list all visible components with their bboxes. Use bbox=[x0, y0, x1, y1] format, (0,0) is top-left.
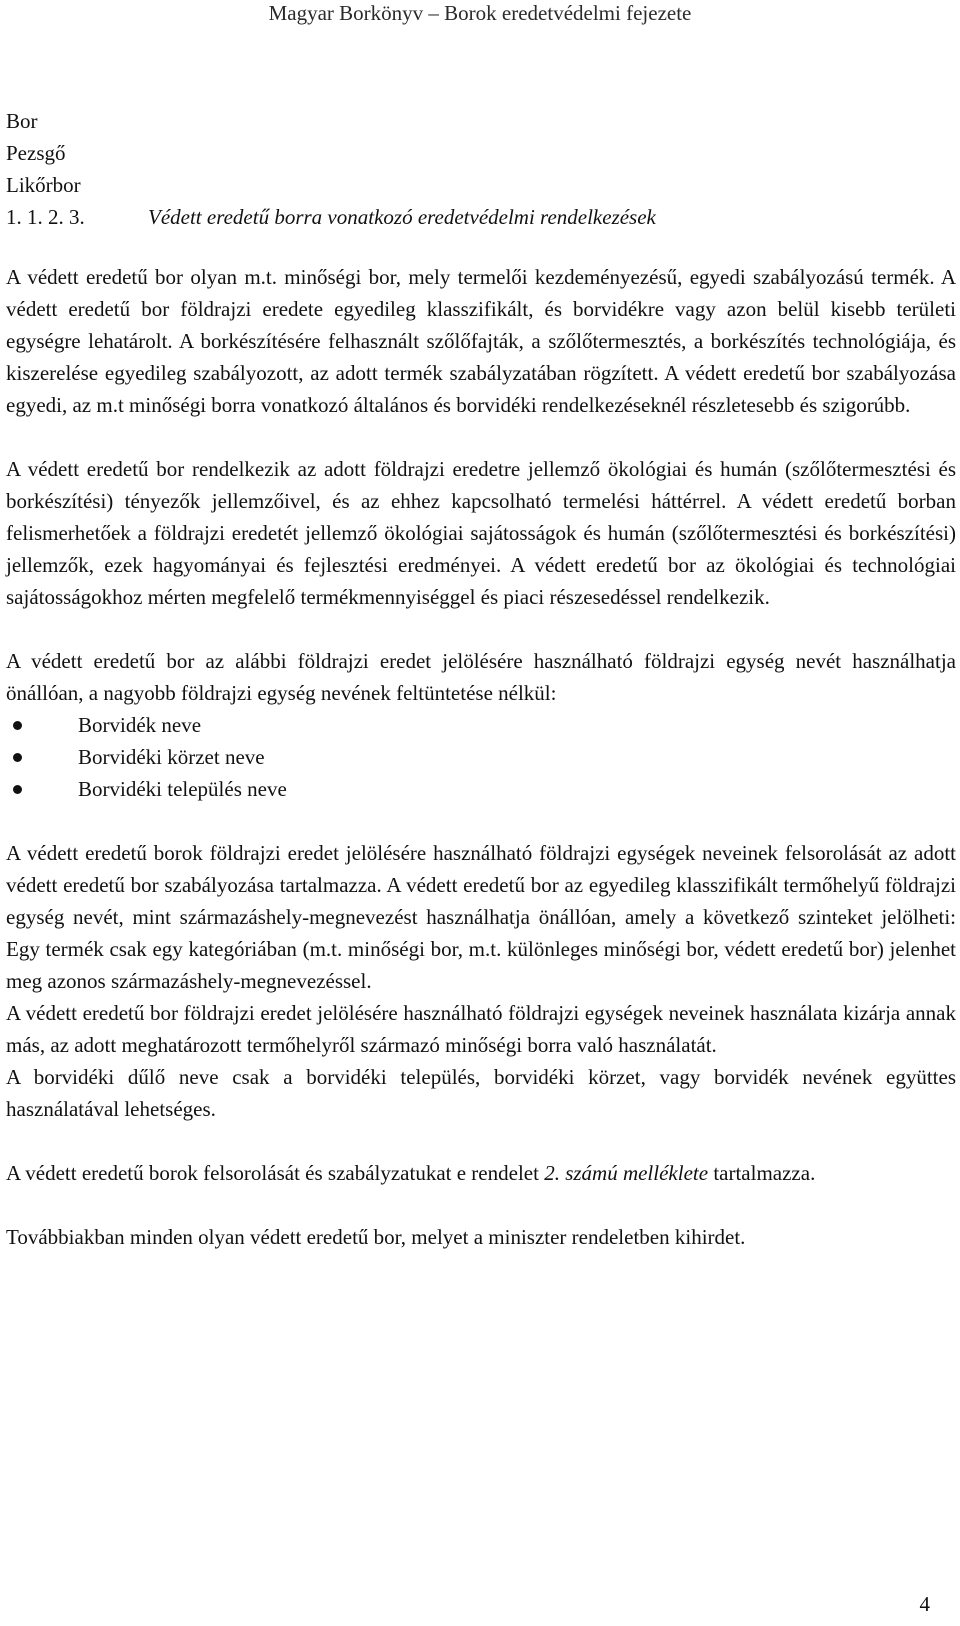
paragraph-geographic-units: A védett eredetű bor az alábbi földrajzi eredet jelölésére használható földrajzi egység nevét használhatja önállóan, a nagyobb földrajzi egység nevének feltüntetése nélkül: bbox=[6, 649, 956, 705]
paragraph-characteristics: A védett eredetű bor rendelkezik az adott földrajzi eredetre jellemző ökológiai és humán (szőlőtermesztési és borkészítési) tényezők jellemzőivel, és az ehhez kapcsolható termelési háttérrel. A védett eredetű borban felismerhetőek a földrajzi eredetét jellemző ökológiai sajátosságok és humán (szőlőtermesztési és borkészítési) jellemzők, ezek hagyományai és fejlesztési eredményei. A védett eredetű bor az ökológiai és technológiai sajátosságokhoz mérten megfelelő termékmennyiséggel és piaci részesedéssel rendelkezik. bbox=[6, 457, 956, 609]
bullet-icon bbox=[13, 785, 22, 794]
list-item: Borvidéki település neve bbox=[6, 773, 956, 805]
document-body bbox=[6, 105, 956, 1253]
paragraph-closing: Továbbiakban minden olyan védett eredetű bor, melyet a miniszter rendeletben kihirdet. bbox=[6, 1225, 746, 1249]
list-item: Borvidék neve bbox=[6, 709, 956, 741]
category-item: Likőrbor bbox=[6, 173, 81, 197]
page-number: 4 bbox=[919, 1592, 930, 1616]
bullet-icon bbox=[13, 753, 22, 762]
running-header: Magyar Borkönyv – Borok eredetvédelmi fejezete bbox=[268, 1, 692, 25]
category-item: Bor bbox=[6, 109, 38, 133]
section-title: Védett eredetű borra vonatkozó eredetvédelmi rendelkezések bbox=[148, 205, 656, 229]
category-item: Pezsgő bbox=[6, 141, 66, 165]
geographic-unit-list bbox=[6, 709, 956, 805]
annex-reference: 2. számú melléklete bbox=[544, 1161, 709, 1185]
section-number: 1. 1. 2. 3. bbox=[6, 205, 85, 229]
paragraph-exclusivity: A védett eredetű bor földrajzi eredet jelölésére használható földrajzi egységek neveinek használata kizárja annak más, az adott meghatározott termőhelyről származó minőségi borra való használatát. bbox=[6, 1001, 956, 1057]
list-item: Borvidéki körzet neve bbox=[6, 741, 956, 773]
section-heading bbox=[6, 201, 956, 233]
category-list bbox=[6, 105, 956, 201]
paragraph-definition: A védett eredetű bor olyan m.t. minőségi bor, mely termelői kezdeményezésű, egyedi szabályozású termék. A védett eredetű bor földrajzi eredete egyedileg klasszifikált, és borvidékre vagy azon belül kisebb területi egységre lehatárolt. A borkészítésére felhasznált szőlőfajták, a szőlőtermesztés, a borkészítés technológiája, és kiszerelése egyedileg szabályozott, az adott termék szabályzatában rögzített. A védett eredetű bor szabályozása egyedi, az m.t minőségi borra vonatkozó általános és borvidéki rendelkezéseknél részletesebb és szigorúbb. bbox=[6, 265, 956, 417]
paragraph-vineyard-name: A borvidéki dűlő neve csak a borvidéki település, borvidéki körzet, vagy borvidék nevének együttes használatával lehetséges. bbox=[6, 1065, 956, 1121]
paragraph-name-listing: A védett eredetű borok földrajzi eredet jelölésére használható földrajzi egységek neveinek felsorolását az adott védett eredetű bor szabályozása tartalmazza. A védett eredetű bor az egyedileg klasszifikált termőhelyű földrajzi egység nevét, mint származáshely-megnevezést használhatja önállóan, amely a következő szinteket jelölheti: Egy termék csak egy kategóriában (m.t. minőségi bor, m.t. különleges minőségi bor, védett eredetű bor) jelenhet meg azonos származáshely-megnevezéssel. bbox=[6, 841, 956, 993]
paragraph-annex-reference: A védett eredetű borok felsorolását és szabályzatukat e rendelet 2. számú melléklete tartalmazza. bbox=[6, 1161, 816, 1185]
bullet-icon bbox=[13, 721, 22, 730]
